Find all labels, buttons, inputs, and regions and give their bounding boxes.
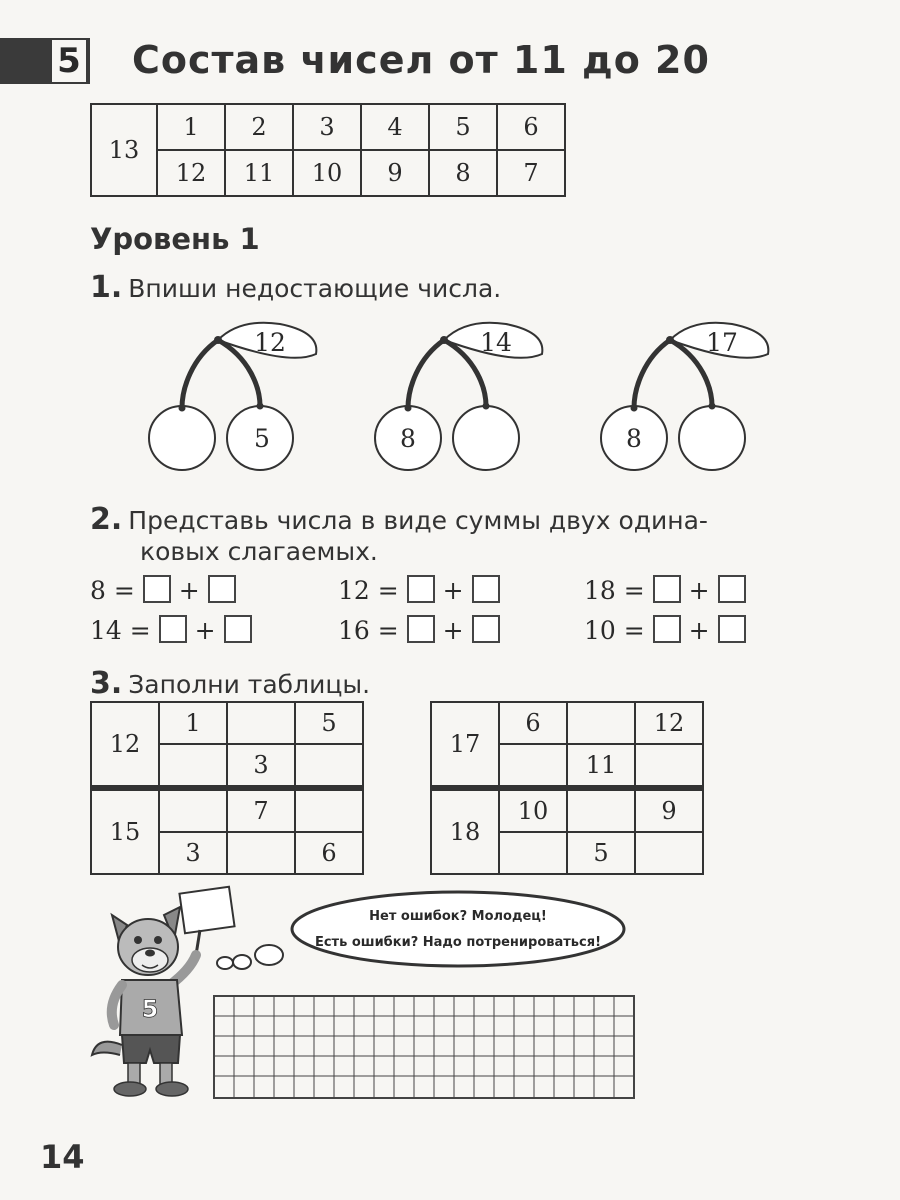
table-cell[interactable] (227, 832, 295, 874)
table-cell[interactable]: 9 (635, 788, 703, 832)
dog-foot (114, 1082, 146, 1096)
table-cell[interactable]: 7 (227, 788, 295, 832)
table-cell[interactable] (227, 702, 295, 744)
equation-lhs: 8 = (90, 576, 135, 605)
bubble-line-1: Нет ошибок? Молодец! (369, 909, 547, 924)
cherry-left-value: 8 (400, 424, 416, 453)
table-cell[interactable] (159, 744, 227, 788)
answer-box[interactable] (718, 615, 746, 643)
table-cell: 9 (361, 150, 429, 196)
answer-box[interactable] (208, 575, 236, 603)
task-text: Представь числа в виде суммы двух одина- (128, 506, 708, 535)
cherry-3 (601, 323, 768, 470)
table-cell[interactable]: 11 (567, 744, 635, 788)
cherry-1 (149, 323, 316, 470)
table-cell[interactable]: 1 (159, 702, 227, 744)
table-cell: 3 (293, 104, 361, 150)
answer-box[interactable] (472, 615, 500, 643)
answer-box[interactable] (718, 575, 746, 603)
answer-box[interactable] (472, 575, 500, 603)
bubble-line-2: Есть ошибки? Надо потренироваться! (314, 935, 602, 950)
table-cell-total: 15 (91, 788, 159, 874)
table-cell[interactable] (499, 744, 567, 788)
answer-box[interactable] (407, 575, 435, 603)
equation-lhs: 10 = (584, 616, 645, 645)
stem-joint (214, 336, 222, 344)
task-number: 1. (90, 270, 123, 305)
table-row (431, 702, 703, 744)
dog-tail (92, 1042, 122, 1055)
equation-lhs: 12 = (338, 576, 399, 605)
task-text: Заполни таблицы. (128, 670, 371, 699)
bubble-body (292, 892, 624, 966)
task-2-instruction (90, 502, 708, 537)
table-cell: 11 (225, 150, 293, 196)
answer-box[interactable] (407, 615, 435, 643)
equation (338, 615, 500, 645)
table-cell[interactable]: 5 (295, 702, 363, 744)
level-heading: Уровень 1 (90, 222, 260, 256)
table-cell[interactable]: 3 (227, 744, 295, 788)
cherry-stem-dot (257, 403, 264, 410)
cherry-stem-dot (179, 405, 186, 412)
plus-sign: + (194, 616, 216, 645)
equation (584, 575, 746, 605)
fill-table-right (430, 701, 704, 875)
bubble-dot (233, 955, 251, 969)
cherry-stem-dot (405, 405, 412, 412)
table-cell[interactable] (635, 832, 703, 874)
dog-shorts (122, 1035, 180, 1063)
plus-sign: + (688, 616, 710, 645)
table-cell[interactable]: 5 (567, 832, 635, 874)
cherry-2 (375, 323, 542, 470)
dog-foot (156, 1082, 188, 1096)
task-2-instruction-cont: ковых слагаемых. (140, 537, 378, 566)
cherry-diagrams (120, 318, 800, 478)
composition-table (90, 103, 566, 197)
table-cell[interactable] (567, 702, 635, 744)
equation (90, 615, 252, 645)
task-1-instruction (90, 270, 501, 305)
cherry-stem-dot (483, 403, 490, 410)
fill-table-left (90, 701, 364, 875)
table-cell: 12 (157, 150, 225, 196)
table-cell[interactable]: 12 (635, 702, 703, 744)
equation (90, 575, 236, 605)
table-cell[interactable] (159, 788, 227, 832)
cherry-left (149, 406, 215, 470)
plus-sign: + (178, 576, 200, 605)
cherry-total: 14 (480, 328, 512, 357)
table-cell-total: 18 (431, 788, 499, 874)
equation (584, 615, 746, 645)
stem (634, 340, 670, 408)
task-3-instruction (90, 666, 370, 701)
table-row (431, 788, 703, 832)
table-cell[interactable] (499, 832, 567, 874)
stem-joint (440, 336, 448, 344)
table-cell[interactable] (295, 744, 363, 788)
stem-joint (666, 336, 674, 344)
stem (408, 340, 444, 408)
table-row (91, 788, 363, 832)
table-cell[interactable]: 6 (295, 832, 363, 874)
cherry-right-value: 5 (254, 424, 270, 453)
table-cell: 1 (157, 104, 225, 150)
page-number: 14 (40, 1138, 85, 1176)
table-cell-total: 17 (431, 702, 499, 788)
table-cell: 2 (225, 104, 293, 150)
table-cell[interactable]: 10 (499, 788, 567, 832)
table-cell: 10 (293, 150, 361, 196)
answer-box[interactable] (159, 615, 187, 643)
bubble-dot (255, 945, 283, 965)
table-cell[interactable] (295, 788, 363, 832)
table-cell[interactable] (567, 788, 635, 832)
plus-sign: + (688, 576, 710, 605)
dog-nose (145, 950, 155, 957)
task-text: Впиши недостающие числа. (128, 274, 502, 303)
cherry-left-value: 8 (626, 424, 642, 453)
cherry-total: 17 (706, 328, 738, 357)
table-cell[interactable]: 6 (499, 702, 567, 744)
table-cell: 6 (497, 104, 565, 150)
table-cell: 7 (497, 150, 565, 196)
shirt-number: 5 (141, 995, 159, 1023)
dog-eye (154, 936, 162, 944)
answer-box[interactable] (653, 615, 681, 643)
table-cell: 4 (361, 104, 429, 150)
table-cell-total: 12 (91, 702, 159, 788)
equation-lhs: 16 = (338, 616, 399, 645)
equation-lhs: 18 = (584, 576, 645, 605)
plus-sign: + (442, 576, 464, 605)
cherry-total: 12 (254, 328, 286, 357)
plus-sign: + (442, 616, 464, 645)
table-cell-total: 13 (91, 104, 157, 196)
page-title: Состав чисел от 11 до 20 (132, 38, 710, 82)
equation-lhs: 14 = (90, 616, 151, 645)
table-row (91, 150, 565, 196)
bubble-dot (217, 957, 233, 969)
dog-eye (134, 936, 142, 944)
table-cell[interactable]: 3 (159, 832, 227, 874)
table-cell: 5 (429, 104, 497, 150)
cherry-right (453, 406, 519, 470)
practice-grid[interactable] (213, 995, 635, 1099)
lesson-number: 5 (52, 40, 86, 82)
cherry-stem-dot (709, 403, 716, 410)
table-row (91, 702, 363, 744)
answer-box[interactable] (224, 615, 252, 643)
equation (338, 575, 500, 605)
cherry-stem-dot (631, 405, 638, 412)
stem (182, 340, 218, 408)
task-number: 3. (90, 666, 123, 701)
table-row (91, 104, 565, 150)
thought-bubble (210, 888, 630, 978)
task-number: 2. (90, 502, 123, 537)
table-cell[interactable] (635, 744, 703, 788)
table-cell: 8 (429, 150, 497, 196)
answer-box[interactable] (143, 575, 171, 603)
cherry-right (679, 406, 745, 470)
answer-box[interactable] (653, 575, 681, 603)
